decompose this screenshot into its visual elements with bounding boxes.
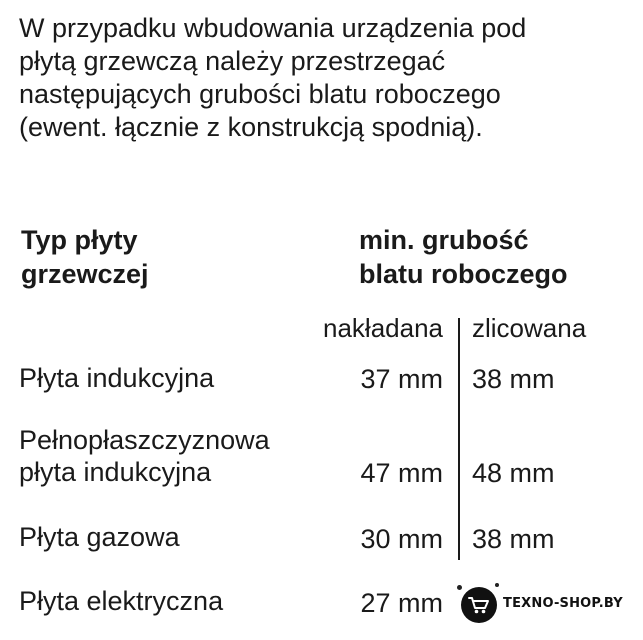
row-label-induction — [19, 362, 214, 394]
row-label-line: Płyta gazowa — [19, 522, 180, 552]
header-line: grzewczej — [21, 259, 149, 289]
column-header-type — [21, 223, 149, 291]
value-overlay-full-surface: 47 mm — [360, 458, 443, 488]
column-header-min-thickness — [359, 223, 568, 291]
row-label-electric — [19, 585, 223, 617]
header-line: blatu roboczego — [359, 259, 568, 289]
value-flush-full-surface: 48 mm — [472, 458, 555, 488]
cart-icon-glyph — [468, 595, 490, 615]
intro-line: płytą grzewczą należy przestrzegać — [19, 46, 446, 76]
value-flush-induction: 38 mm — [472, 364, 555, 394]
value-flush-gas: 38 mm — [472, 524, 555, 554]
subheader-flush: zlicowana — [472, 313, 587, 343]
row-label-line: Pełnopłaszczyznowa — [19, 425, 270, 455]
cart-icon — [461, 587, 497, 623]
subheader-overlay: nakładana — [323, 313, 443, 343]
row-label-gas — [19, 521, 180, 553]
row-label-full-surface-induction — [19, 424, 270, 488]
intro-line: następujących grubości blatu roboczego — [19, 79, 501, 109]
column-divider — [458, 318, 460, 560]
logo-dot — [457, 585, 462, 590]
watermark-logo — [455, 583, 640, 627]
logo-dot — [495, 583, 499, 587]
row-label-line: Płyta elektryczna — [19, 586, 224, 616]
watermark-text: TEXNO-SHOP.BY — [503, 596, 623, 611]
value-overlay-induction: 37 mm — [360, 364, 443, 394]
intro-line: (ewent. łącznie z konstrukcją spodnią). — [19, 112, 483, 142]
header-line: min. grubość — [359, 225, 529, 255]
value-overlay-electric: 27 mm — [360, 588, 443, 618]
intro-line: W przypadku wbudowania urządzenia pod — [19, 13, 527, 43]
header-line: Typ płyty — [21, 225, 138, 255]
row-label-line: płyta indukcyjna — [19, 457, 212, 487]
value-overlay-gas: 30 mm — [360, 524, 443, 554]
intro-paragraph — [19, 12, 634, 144]
row-label-line: Płyta indukcyjna — [19, 363, 215, 393]
